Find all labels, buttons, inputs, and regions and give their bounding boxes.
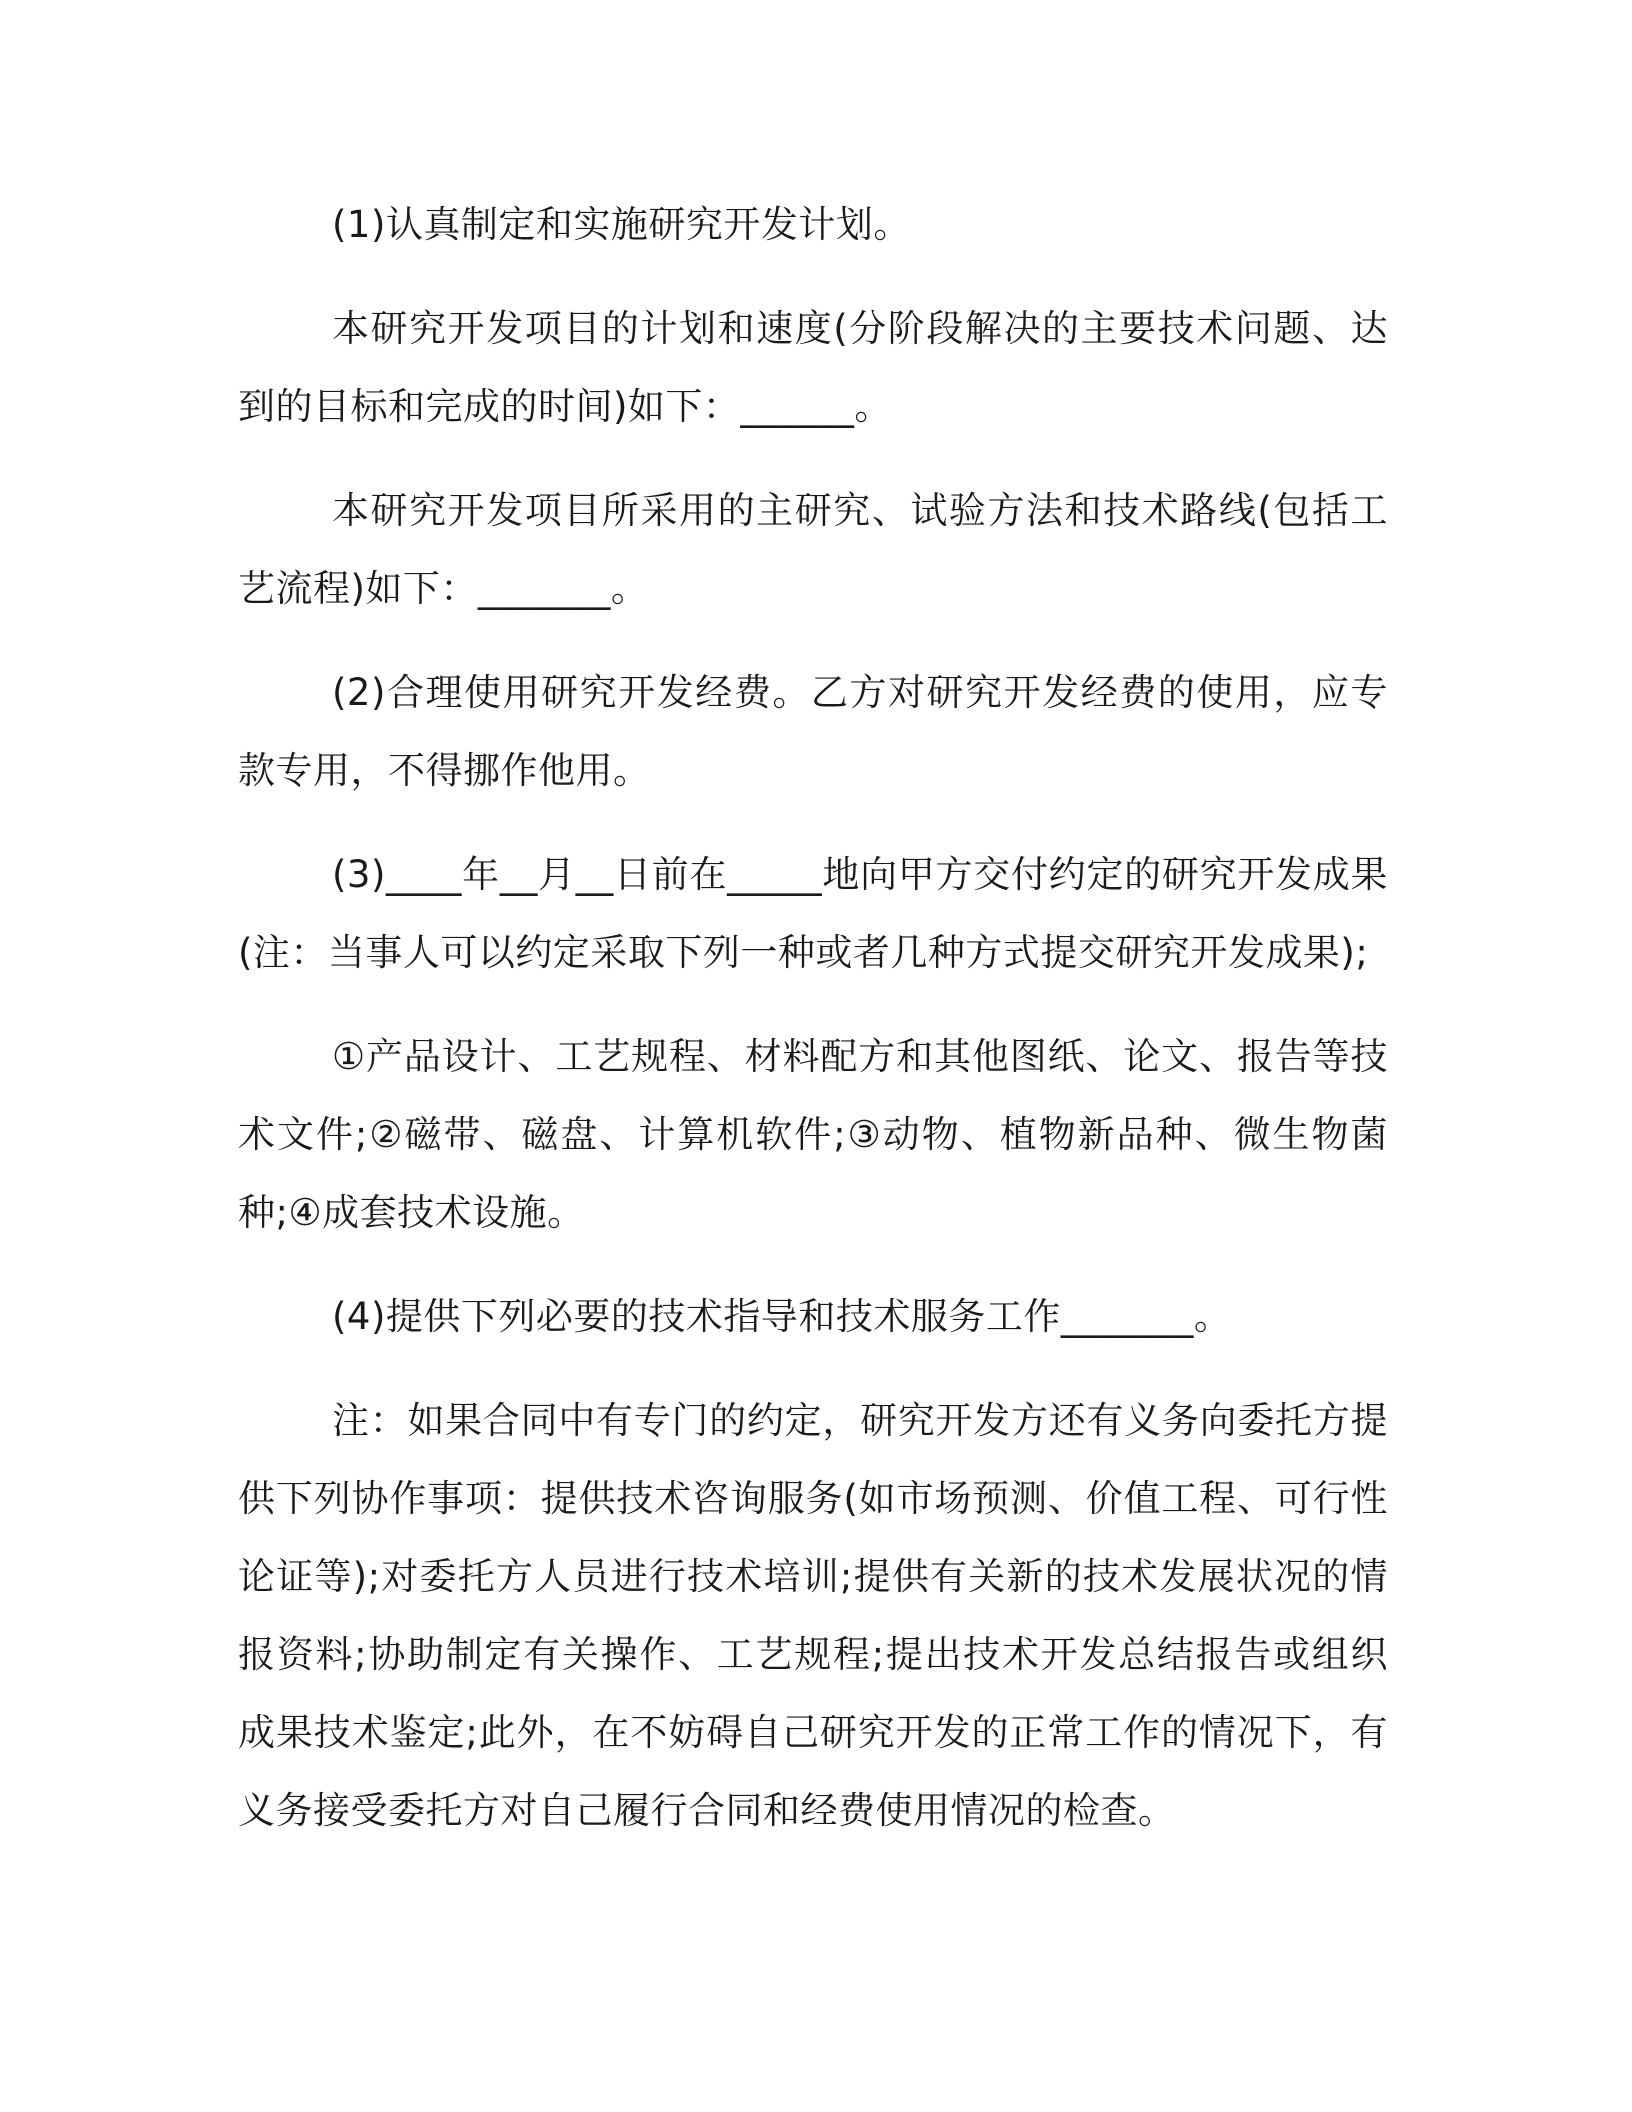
document-body — [238, 186, 1388, 1876]
paragraph-2: 本研究开发项目的计划和速度(分阶段解决的主要技术问题、达到的目标和完成的时间)如下：______。 — [238, 307, 1388, 428]
paragraph-6: ①产品设计、工艺规程、材料配方和其他图纸、论文、报告等技术文件;②磁带、磁盘、计算机软件;③动物、植物新品种、微生物菌种;④成套技术设施。 — [238, 1035, 1388, 1234]
paragraph-1: (1)认真制定和实施研究开发计划。 — [332, 203, 911, 246]
paragraph-8: 注：如果合同中有专门的约定，研究开发方还有义务向委托方提供下列协作事项：提供技术咨询服务(如市场预测、价值工程、可行性论证等);对委托方人员进行技术培训;提供有关新的技术发展状况的情报资料;协助制定有关操作、工艺规程;提出技术开发总结报告或组织成果技术鉴定;此外，在不妨碍自己研究开发的正常工作的情况下，有义务接受委托方对自己履行合同和经费使用情况的检查。 — [238, 1399, 1388, 1832]
paragraph-3: 本研究开发项目所采用的主研究、试验方法和技术路线(包括工艺流程)如下：_______。 — [238, 489, 1388, 610]
paragraph-7: (4)提供下列必要的技术指导和技术服务工作_______。 — [332, 1295, 1232, 1338]
paragraph-5: (3)____年__月__日前在_____地向甲方交付约定的研究开发成果(注：当事人可以约定采取下列一种或者几种方式提交研究开发成果); — [238, 853, 1388, 974]
paragraph-4: (2)合理使用研究开发经费。乙方对研究开发经费的使用，应专款专用，不得挪作他用。 — [238, 671, 1388, 792]
